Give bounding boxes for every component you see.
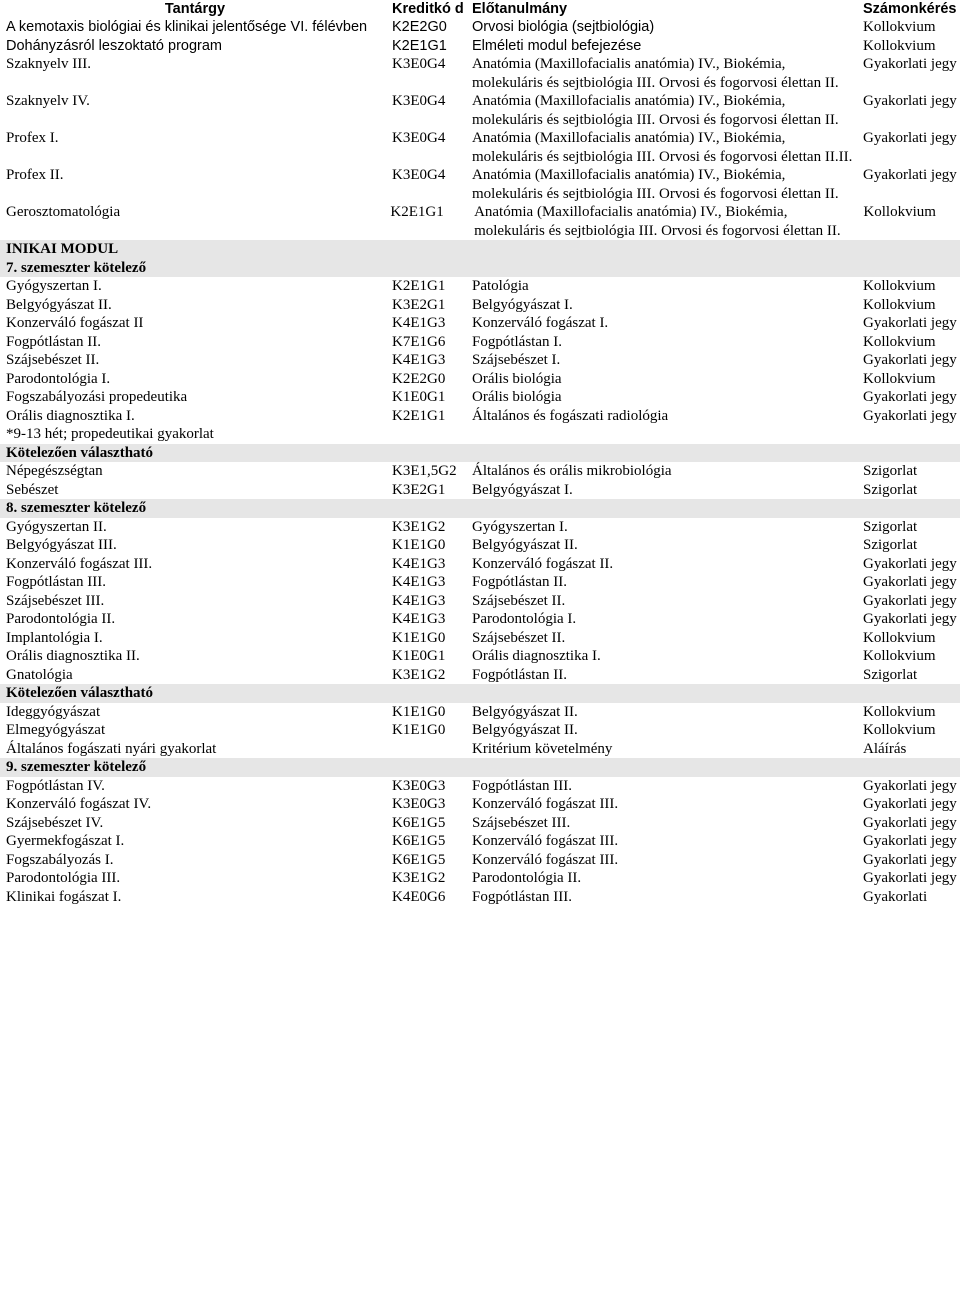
subject-cell: Dohányzásról leszoktató program <box>6 37 222 54</box>
exam-type-cell: Gyakorlati jegy <box>863 56 957 72</box>
credit-code-cell: K1E1G0 <box>392 703 446 720</box>
subject-cell: Klinikai fogászat I. <box>6 888 122 905</box>
subject-cell: Belgyógyászat II. <box>6 296 112 313</box>
credit-code-cell: K2E2G0 <box>392 19 447 35</box>
table-row <box>0 740 960 759</box>
table-row <box>0 610 960 629</box>
subject-cell: Szájsebészet III. <box>6 592 105 609</box>
credit-code-cell: K3E0G4 <box>392 56 446 72</box>
prerequisite-cell: Fogpótlástan II. <box>472 666 567 683</box>
table-row <box>0 388 960 407</box>
subject-cell: Fogpótlástan III. <box>6 574 106 590</box>
exam-type-cell: Gyakorlati jegy <box>863 93 957 109</box>
sem8-elective-rows-group <box>0 703 960 759</box>
credit-code-cell: K1E1G0 <box>392 629 446 646</box>
subject-cell: Parodontológia III. <box>6 870 121 886</box>
table-row <box>0 666 960 685</box>
prerequisite-cell: Belgyógyászat I. <box>472 296 573 313</box>
sem7-title: 7. szemeszter kötelező <box>0 259 960 278</box>
table-row <box>0 814 960 833</box>
table-row <box>0 721 960 740</box>
table-row <box>0 277 960 296</box>
prerequisite-cell: Anatómia (Maxillofacialis anatómia) IV., Biokémia, molekuláris és sejtbiológia III. Orvosi és fogorvosi élettan II. <box>472 93 839 128</box>
prerequisite-cell: Szájsebészet I. <box>472 352 561 368</box>
header-subject: Tantárgy <box>164 1 226 17</box>
prerequisite-cell: Konzerváló fogászat I. <box>472 315 609 331</box>
exam-type-cell: Gyakorlati jegy <box>863 389 957 405</box>
subject-cell: Gyógyszertan I. <box>6 278 102 294</box>
exam-type-cell: Gyakorlati jegy <box>863 592 957 609</box>
exam-type-cell: Gyakorlati jegy <box>863 130 957 146</box>
prerequisite-cell: Szájsebészet II. <box>472 629 566 646</box>
prerequisite-cell: Belgyógyászat II. <box>472 537 578 553</box>
credit-code-cell: K2E1G1 <box>392 37 447 54</box>
subject-cell: Gnatológia <box>6 666 73 683</box>
prerequisite-cell: Parodontológia I. <box>472 611 577 627</box>
table-row <box>0 296 960 315</box>
prerequisite-cell: Szájsebészet III. <box>472 814 571 831</box>
prerequisite-cell: Gyógyszertan I. <box>472 518 568 535</box>
prerequisite-cell: Fogpótlástan I. <box>472 333 562 350</box>
top-rows-group <box>0 18 960 240</box>
exam-type-cell: Szigorlat <box>863 666 918 683</box>
subject-cell: Sebészet <box>6 481 59 498</box>
subject-cell: Általános fogászati nyári gyakorlat <box>6 740 217 757</box>
exam-type-cell: Gyakorlati jegy <box>863 574 957 590</box>
exam-type-cell: Gyakorlati jegy <box>863 315 957 331</box>
subject-cell: Gyermekfogászat I. <box>6 833 125 849</box>
credit-code-cell: K3E1G2 <box>392 666 446 683</box>
table-row <box>0 166 960 203</box>
subject-cell: Szaknyelv III. <box>6 56 91 72</box>
prerequisite-cell: Fogpótlástan III. <box>472 777 572 794</box>
subject-cell: Elmegyógyászat <box>6 722 106 738</box>
table-row <box>0 18 960 37</box>
exam-type-cell: Gyakorlati <box>863 888 928 905</box>
prerequisite-cell: Anatómia (Maxillofacialis anatómia) IV., Biokémia, molekuláris és sejtbiológia III. Orvosi és fogorvosi élettan II. <box>472 56 839 91</box>
prerequisite-cell: Orális biológia <box>472 389 562 405</box>
table-row <box>0 351 960 370</box>
prerequisite-cell: Belgyógyászat I. <box>472 481 573 498</box>
credit-code-cell: K4E0G6 <box>392 888 446 905</box>
exam-type-cell: Kollokvium <box>863 278 936 294</box>
exam-type-cell: Gyakorlati jegy <box>863 851 957 868</box>
table-row <box>0 851 960 870</box>
prerequisite-cell: Orvosi biológia (sejtbiológia) <box>472 19 655 35</box>
credit-code-cell: K1E0G1 <box>392 389 446 405</box>
table-row <box>0 481 960 500</box>
exam-type-cell: Szigorlat <box>863 537 918 553</box>
subject-cell: Fogszabályozási propedeutika <box>6 389 188 405</box>
sem7-rows-group <box>0 277 960 425</box>
credit-code-cell: K2E2G0 <box>392 370 446 387</box>
subject-cell: Orális diagnosztika II. <box>6 648 140 664</box>
prerequisite-cell: Konzerváló fogászat III. <box>472 851 619 868</box>
prerequisite-cell: Szájsebészet II. <box>472 592 566 609</box>
header-credit: Kreditkó d <box>392 1 464 17</box>
subject-cell: Konzerváló fogászat IV. <box>6 796 152 812</box>
exam-type-cell: Szigorlat <box>863 518 918 535</box>
credit-code-cell: K3E2G1 <box>392 296 446 313</box>
prerequisite-cell: Patológia <box>472 278 529 294</box>
table-row <box>0 55 960 92</box>
exam-type-cell: Gyakorlati jegy <box>863 555 957 572</box>
subject-cell: Profex I. <box>6 130 59 146</box>
table-row <box>0 314 960 333</box>
exam-type-cell: Gyakorlati jegy <box>863 352 957 368</box>
prerequisite-cell: Általános és fogászati radiológia <box>472 407 669 424</box>
subject-cell: A kemotaxis biológiai és klinikai jelentősége VI. félévben <box>6 19 368 35</box>
table-row <box>0 129 960 166</box>
table-row <box>0 703 960 722</box>
exam-type-cell: Kollokvium <box>863 722 936 738</box>
subject-cell: Parodontológia II. <box>6 611 116 627</box>
exam-type-cell: Gyakorlati jegy <box>863 796 957 812</box>
prerequisite-cell: Anatómia (Maxillofacialis anatómia) IV., Biokémia, molekuláris és sejtbiológia III. Orvosi és fogorvosi élettan II.II. <box>472 130 853 165</box>
sem7-elective-rows-group <box>0 462 960 499</box>
prerequisite-cell: Konzerváló fogászat III. <box>472 796 619 812</box>
subject-cell: Fogpótlástan IV. <box>6 777 105 794</box>
credit-code-cell: K3E0G3 <box>392 796 446 812</box>
subject-cell: Szaknyelv IV. <box>6 93 90 109</box>
subject-cell: Belgyógyászat III. <box>6 537 117 553</box>
credit-code-cell: K2E1G1 <box>392 407 446 424</box>
sem8-rows-group <box>0 518 960 685</box>
table-row <box>0 333 960 352</box>
sem7-note: *9-13 hét; propedeutikai gyakorlat <box>6 426 214 442</box>
table-row <box>0 629 960 648</box>
header-prereq: Előtanulmány <box>472 1 568 17</box>
sem8-elective-title: Kötelezően választható <box>0 684 960 703</box>
credit-code-cell: K3E2G1 <box>392 481 446 498</box>
sem7-elective-title: Kötelezően választható <box>0 444 960 463</box>
table-row <box>0 203 960 240</box>
prerequisite-cell: Belgyógyászat II. <box>472 722 578 738</box>
credit-code-cell: K1E1G0 <box>392 722 446 738</box>
sem9-rows-group <box>0 777 960 907</box>
subject-cell: Ideggyógyászat <box>6 703 101 720</box>
exam-type-cell: Kollokvium <box>863 703 936 720</box>
credit-code-cell: K6E1G5 <box>392 851 446 868</box>
credit-code-cell: K3E1G2 <box>392 518 446 535</box>
sem8-title: 8. szemeszter kötelező <box>0 499 960 518</box>
exam-type-cell: Szigorlat <box>863 481 918 498</box>
credit-code-cell: K3E1G2 <box>392 870 446 886</box>
table-row <box>0 37 960 56</box>
header-exam: Számonkérés <box>863 1 957 17</box>
module-title: INIKAI MODUL <box>0 240 960 259</box>
table-row <box>0 370 960 389</box>
prerequisite-cell: Fogpótlástan II. <box>472 574 567 590</box>
exam-type-cell: Gyakorlati jegy <box>863 814 957 831</box>
subject-cell: Fogszabályozás I. <box>6 851 114 868</box>
credit-code-cell: K6E1G5 <box>392 833 446 849</box>
table-row <box>0 777 960 796</box>
exam-type-cell: Gyakorlati jegy <box>863 167 957 183</box>
credit-code-cell: K4E1G3 <box>392 592 446 609</box>
credit-code-cell: K3E0G4 <box>392 167 446 183</box>
credit-code-cell: K3E0G3 <box>392 777 446 794</box>
credit-code-cell: K4E1G3 <box>392 574 446 590</box>
table-row <box>0 462 960 481</box>
sem9-title: 9. szemeszter kötelező <box>0 758 960 777</box>
exam-type-cell: Gyakorlati jegy <box>863 777 957 794</box>
subject-cell: Parodontológia I. <box>6 370 111 387</box>
table-row <box>0 869 960 888</box>
subject-cell: Profex II. <box>6 167 64 183</box>
credit-code-cell: K4E1G3 <box>392 555 446 572</box>
credit-code-cell: K2E1G1 <box>392 278 446 294</box>
exam-type-cell: Kollokvium <box>863 37 936 54</box>
table-row <box>0 647 960 666</box>
credit-code-cell: K3E0G4 <box>392 93 446 109</box>
prerequisite-cell: Fogpótlástan III. <box>472 888 572 905</box>
table-header <box>0 0 960 18</box>
credit-code-cell <box>390 740 466 759</box>
exam-type-cell: Kollokvium <box>863 19 936 35</box>
credit-code-cell: K7E1G6 <box>392 333 446 350</box>
prerequisite-cell: Kritérium követelmény <box>472 740 613 757</box>
prerequisite-cell: Anatómia (Maxillofacialis anatómia) IV., Biokémia, molekuláris és sejtbiológia III. Orvosi és fogorvosi élettan II. <box>474 204 841 239</box>
subject-cell: Implantológia I. <box>6 629 103 646</box>
prerequisite-cell: Konzerváló fogászat III. <box>472 833 619 849</box>
exam-type-cell: Kollokvium <box>863 333 936 350</box>
exam-type-cell: Kollokvium <box>863 629 936 646</box>
prerequisite-cell: Orális diagnosztika I. <box>472 648 601 664</box>
prerequisite-cell: Elméleti modul befejezése <box>472 37 642 54</box>
table-row <box>0 888 960 907</box>
exam-type-cell: Gyakorlati jegy <box>863 407 957 424</box>
subject-cell: Gerosztomatológia <box>6 204 121 220</box>
table-row <box>0 832 960 851</box>
table-row <box>0 573 960 592</box>
credit-code-cell: K4E1G3 <box>392 315 446 331</box>
exam-type-cell: Kollokvium <box>863 370 936 387</box>
prerequisite-cell: Anatómia (Maxillofacialis anatómia) IV., Biokémia, molekuláris és sejtbiológia III. Orvosi és fogorvosi élettan II. <box>472 167 839 202</box>
credit-code-cell: K3E1,5G2 <box>392 463 457 479</box>
exam-type-cell: Gyakorlati jegy <box>863 870 957 886</box>
credit-code-cell: K1E0G1 <box>392 648 446 664</box>
table-row <box>0 592 960 611</box>
credit-code-cell: K1E1G0 <box>392 537 446 553</box>
credit-code-cell: K3E0G4 <box>392 130 446 146</box>
exam-type-cell: Kollokvium <box>863 648 936 664</box>
subject-cell: Orális diagnosztika I. <box>6 407 135 424</box>
prerequisite-cell: Általános és orális mikrobiológia <box>472 463 672 479</box>
subject-cell: Szájsebészet IV. <box>6 814 104 831</box>
subject-cell: Szájsebészet II. <box>6 352 100 368</box>
credit-code-cell: K4E1G3 <box>392 611 446 627</box>
subject-cell: Népegészségtan <box>6 463 103 479</box>
subject-cell: Konzerváló fogászat II <box>6 315 144 331</box>
credit-code-cell: K6E1G5 <box>392 814 446 831</box>
credit-code-cell: K2E1G1 <box>390 204 444 220</box>
exam-type-cell: Szigorlat <box>863 463 918 479</box>
exam-type-cell: Gyakorlati jegy <box>863 611 957 627</box>
exam-type-cell: Gyakorlati jegy <box>863 833 957 849</box>
table-row <box>0 518 960 537</box>
exam-type-cell: Kollokvium <box>863 204 936 220</box>
credit-code-cell: K4E1G3 <box>392 352 446 368</box>
table-row <box>0 92 960 129</box>
subject-cell: Gyógyszertan II. <box>6 518 107 535</box>
prerequisite-cell: Konzerváló fogászat II. <box>472 555 614 572</box>
prerequisite-cell: Orális biológia <box>472 370 562 387</box>
table-row <box>0 795 960 814</box>
subject-cell: Konzerváló fogászat III. <box>6 555 153 572</box>
prerequisite-cell: Parodontológia II. <box>472 870 582 886</box>
table-row <box>0 407 960 426</box>
table-row <box>0 536 960 555</box>
subject-cell: Fogpótlástan II. <box>6 333 101 350</box>
exam-type-cell: Kollokvium <box>863 296 936 313</box>
prerequisite-cell: Belgyógyászat II. <box>472 703 578 720</box>
exam-type-cell: Aláírás <box>863 740 907 757</box>
table-row <box>0 555 960 574</box>
